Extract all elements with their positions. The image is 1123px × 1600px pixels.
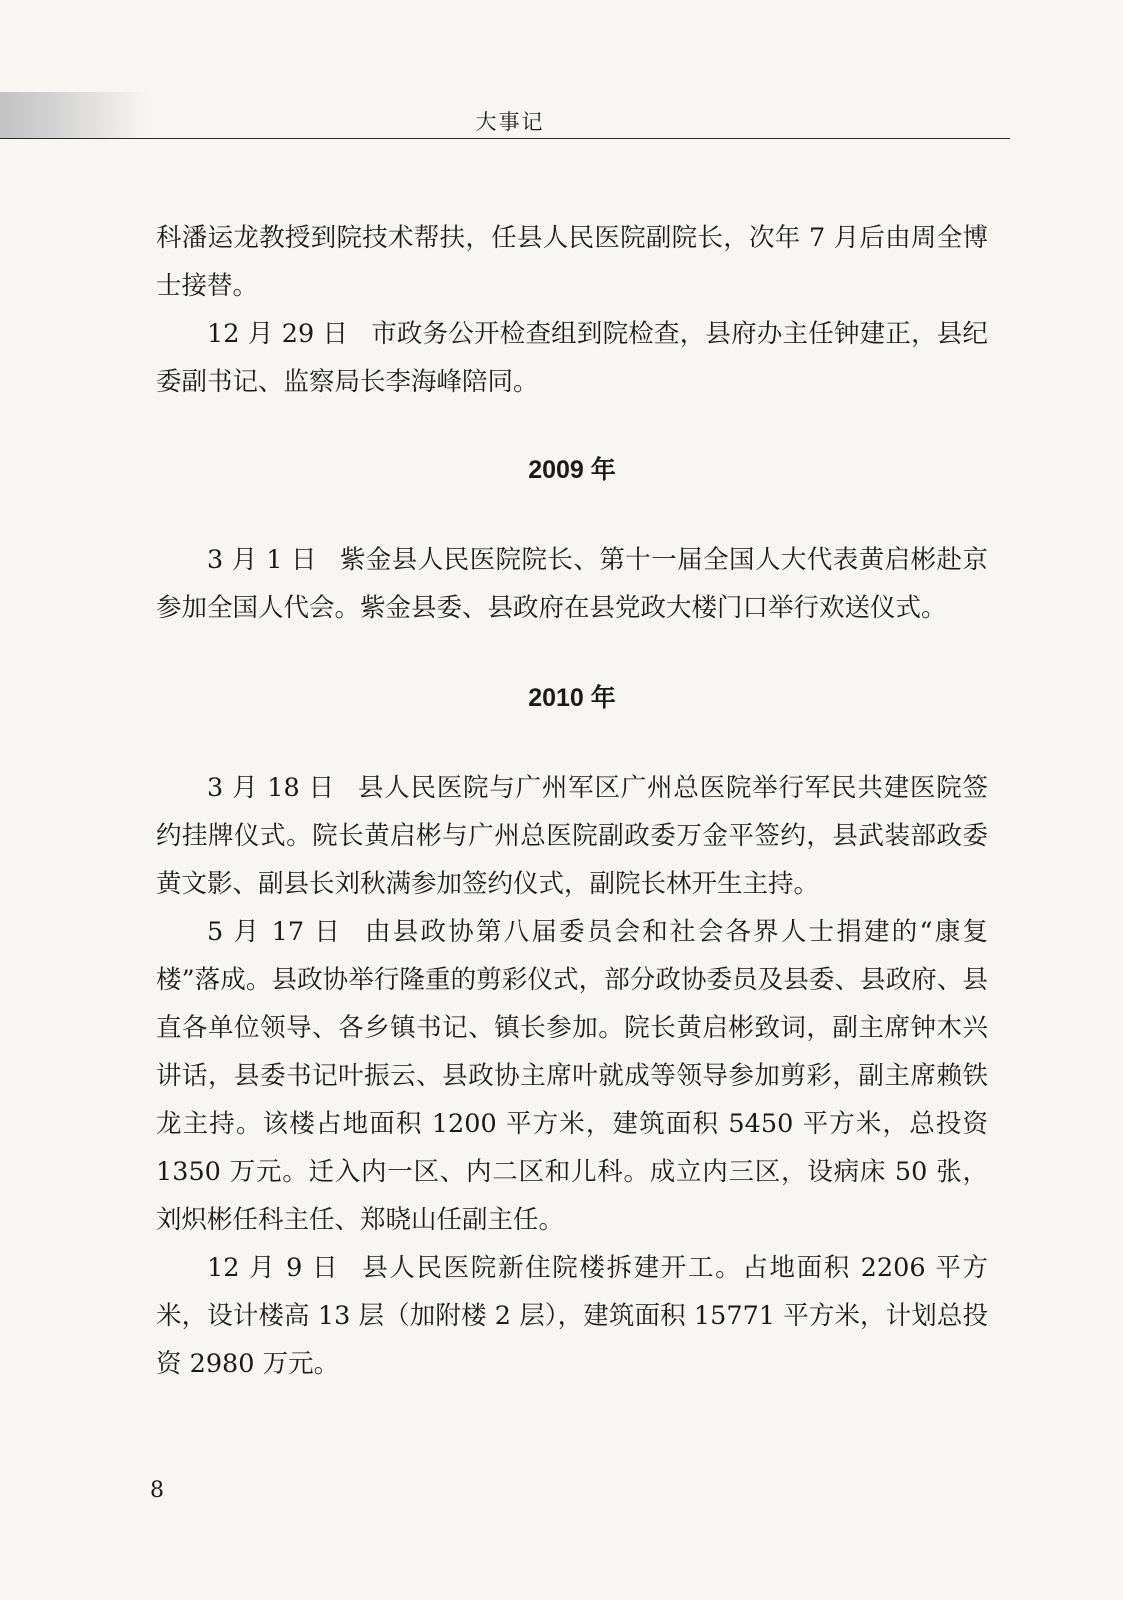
continuation-paragraph: 科潘运龙教授到院技术帮扶，任县人民医院副院长，次年 7 月后由周全博士接替。 — [156, 223, 988, 301]
running-header: 大事记 — [475, 110, 545, 134]
entry-2010-may17 — [156, 908, 988, 1244]
entry-text: 市政务公开检查组到院检查，县府办主任钟建正，县纪委副书记、监察局长李海峰陪同。 — [156, 319, 988, 397]
chronicle-body — [156, 214, 988, 1388]
entry-text: 县人民医院新住院楼拆建开工。占地面积 2206 平方米，设计楼高 13 层（加附楼 2 层），建筑面积 15771 平方米，计划总投资 2980 万元。 — [156, 1253, 988, 1379]
entry-2008-dec29 — [156, 310, 988, 406]
entry-date: 5 月 17 日 — [207, 917, 343, 947]
entry-2010-mar18 — [156, 764, 988, 908]
entry-text: 由县政协第八届委员会和社会各界人士捐建的“康复楼”落成。县政协举行隆重的剪彩仪式，部分政协委员及县委、县政府、县直各单位领导、各乡镇书记、镇长参加。院长黄启彬致词，副主席钟木兴讲话，县委书记叶振云、县政协主席叶就成等领导参加剪彩，副主席赖铁龙主持。该楼占地面积 1200 平方米，建筑面积 5450 平方米，总投资 1350 万元。迁入内一区、内二区和儿科。成立内三区，设病床 50 张，刘炽彬任科主任、郑晓山任副主任。 — [156, 917, 988, 1235]
year-heading-2009: 2009 年 — [528, 456, 616, 484]
entry-2010-dec9 — [156, 1244, 988, 1388]
year-heading-2010: 2010 年 — [528, 684, 616, 712]
scan-shading — [0, 92, 150, 138]
page-number: 8 — [150, 1478, 164, 1503]
entry-date: 12 月 9 日 — [207, 1253, 340, 1283]
entry-2009-mar1 — [156, 536, 988, 632]
header-rule — [0, 138, 1010, 139]
entry-date: 12 月 29 日 — [207, 319, 349, 349]
entry-text: 紫金县人民医院院长、第十一届全国人大代表黄启彬赴京参加全国人代会。紫金县委、县政府在县党政大楼门口举行欢送仪式。 — [156, 545, 988, 623]
entry-date: 3 月 1 日 — [207, 545, 317, 575]
entry-date: 3 月 18 日 — [207, 773, 335, 803]
entry-text: 县人民医院与广州军区广州总医院举行军民共建医院签约挂牌仪式。院长黄启彬与广州总医院副政委万金平签约，县武装部政委黄文影、副县长刘秋满参加签约仪式，副院长林开生主持。 — [156, 773, 988, 899]
